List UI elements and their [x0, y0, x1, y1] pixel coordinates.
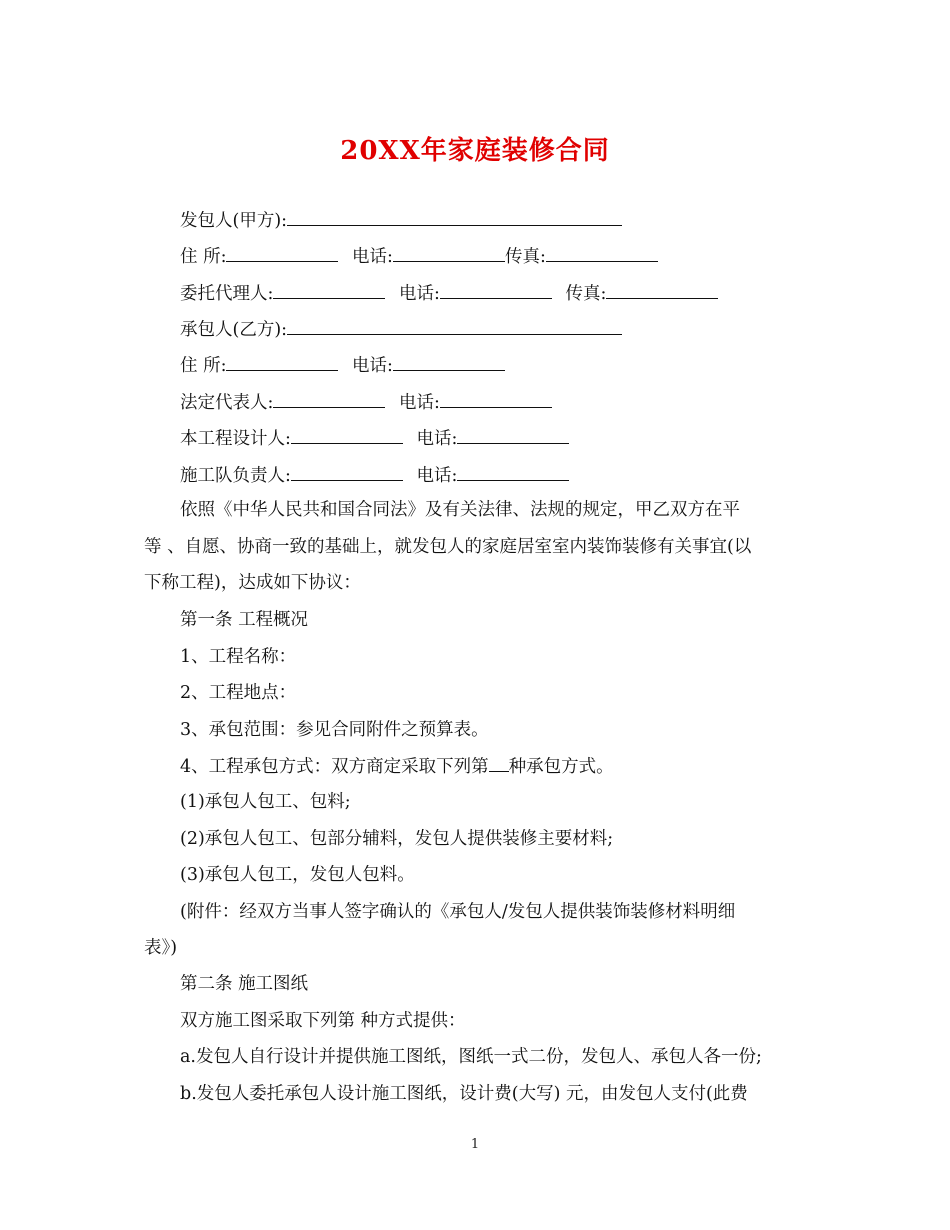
phone-blank: [457, 426, 569, 444]
method-choice-blank: [489, 754, 509, 772]
phone-blank: [440, 390, 552, 408]
article-2-heading: 第二条 施工图纸: [180, 974, 309, 994]
option-1: (1)承包人包工、包料;: [180, 792, 351, 812]
party-b-line: [180, 317, 622, 342]
party-b-blank: [287, 317, 622, 335]
item-contract-scope: 3、承包范围：参见合同附件之预算表。: [180, 720, 489, 740]
phone-label: 电话:: [398, 284, 440, 304]
phone-blank: [393, 353, 505, 371]
phone-label: 电话:: [352, 356, 393, 376]
item-contract-method-post: 种承包方式。: [508, 757, 614, 777]
phone-blank: [440, 281, 552, 299]
preamble-line-3: 下称工程)，达成如下协议：: [144, 573, 361, 593]
page-number: 1: [470, 1137, 480, 1152]
fax-label: 传真:: [504, 247, 546, 267]
team-leader-label: 施工队负责人:: [180, 466, 291, 486]
phone-label: 电话:: [398, 393, 440, 413]
designer-line: [180, 426, 569, 451]
item-contract-method: [180, 754, 614, 779]
party-a-label: 发包人(甲方):: [180, 211, 288, 231]
party-b-label: 承包人(乙方):: [180, 320, 288, 340]
attachment-note-line-2: 表》): [144, 938, 178, 958]
item-project-name: 1、工程名称：: [180, 647, 297, 667]
address-label: 住 所:: [180, 356, 227, 376]
legal-rep-line: [180, 390, 552, 415]
option-2: (2)承包人包工、包部分辅料，发包人提供装修主要材料;: [180, 829, 614, 849]
party-b-address-line: [180, 353, 505, 378]
designer-blank: [291, 426, 403, 444]
party-a-blank: [287, 208, 622, 226]
team-leader-blank: [291, 463, 403, 481]
phone-blank: [457, 463, 569, 481]
team-leader-line: [180, 463, 569, 488]
fax-label: 传真:: [565, 284, 607, 304]
legal-rep-label: 法定代表人:: [180, 393, 274, 413]
agent-blank: [273, 281, 385, 299]
legal-rep-blank: [273, 390, 385, 408]
attachment-note-line-1: (附件：经双方当事人签字确认的《承包人/发包人提供装饰装修材料明细: [180, 902, 736, 922]
party-a-address-line: [180, 244, 658, 269]
drawing-method-intro: 双方施工图采取下列第 种方式提供：: [180, 1011, 466, 1031]
document-title: 20XX年家庭装修合同: [340, 136, 610, 166]
phone-label: 电话:: [352, 247, 393, 267]
fax-blank: [546, 244, 658, 262]
item-project-location: 2、工程地点：: [180, 683, 297, 703]
preamble-line-2: 等 、自愿、协商一致的基础上，就发包人的家庭居室室内装饰装修有关事宜(以: [144, 537, 752, 557]
agent-label: 委托代理人:: [180, 284, 274, 304]
phone-blank: [393, 244, 505, 262]
phone-label: 电话:: [416, 429, 458, 449]
article-1-heading: 第一条 工程概况: [180, 610, 309, 630]
phone-label: 电话:: [416, 466, 458, 486]
designer-label: 本工程设计人:: [180, 429, 291, 449]
address-label: 住 所:: [180, 247, 227, 267]
address-blank: [226, 353, 338, 371]
drawing-option-a: a.发包人自行设计并提供施工图纸，图纸一式二份，发包人、承包人各一份;: [180, 1047, 762, 1067]
option-3: (3)承包人包工，发包人包料。: [180, 865, 415, 885]
drawing-option-b: b.发包人委托承包人设计施工图纸，设计费(大写) 元，由发包人支付(此费: [180, 1084, 748, 1104]
item-contract-method-pre: 4、工程承包方式：双方商定采取下列第: [180, 757, 489, 777]
fax-blank: [606, 281, 718, 299]
party-a-line: [180, 208, 622, 233]
agent-line: [180, 281, 718, 306]
address-blank: [226, 244, 338, 262]
preamble-line-1: 依照《中华人民共和国合同法》及有关法律、法规的规定，甲乙双方在平: [180, 500, 740, 520]
